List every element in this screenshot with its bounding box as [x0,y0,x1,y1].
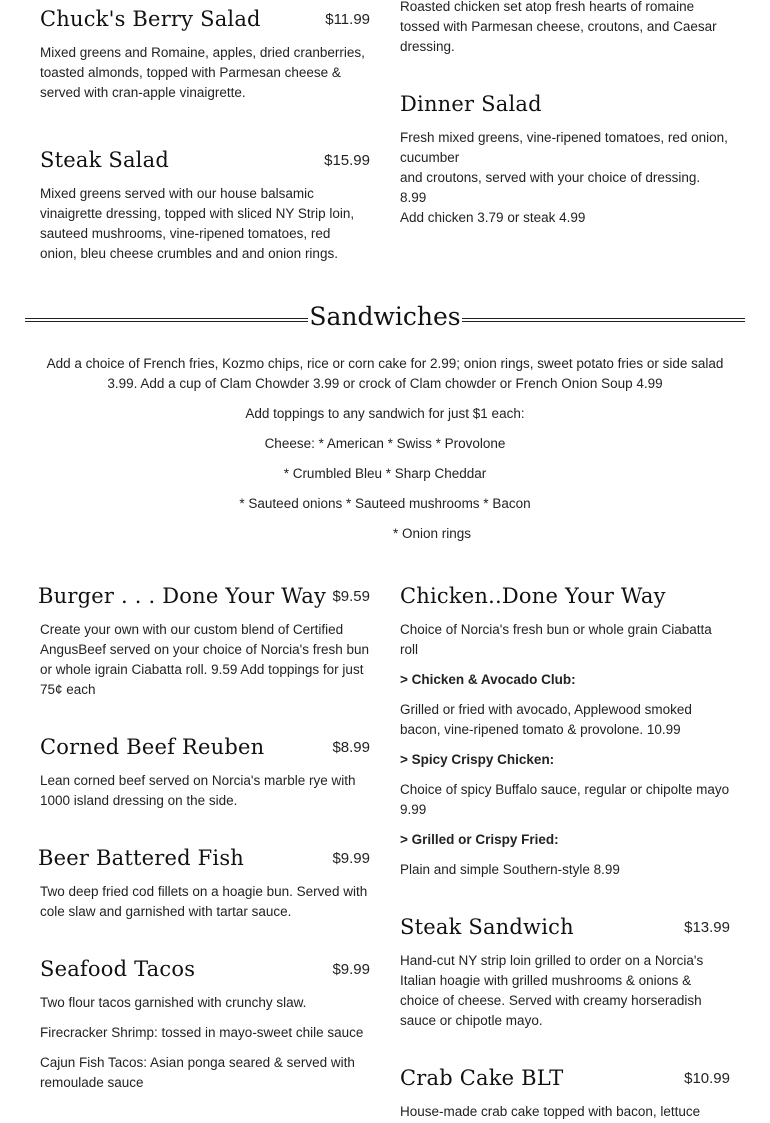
item-description: Roasted chicken set atop fresh hearts of romaine tossed with Parmesan cheese, croutons, and Caesar dressing. [400,0,717,54]
toppings-line: * Onion rings [392,526,472,541]
item-title: Beer Battered Fish [38,846,245,870]
desc-line: and croutons, served with your choice of dressing. 8.99 [400,170,701,205]
section-title: Sandwiches [309,302,461,331]
item-description: Mixed greens and Romaine, apples, dried cranberries, toasted almonds, topped with Parmesan cheese & served with cran-apple vinaigrette. [40,45,365,100]
item-description: Hand-cut NY strip loin grilled to order on a Norcia's Italian hoagie with grilled mushrooms & onions & choice of cheese. Served with creamy horseradish sauce or chipotle mayo. [400,953,704,1028]
item-description: Mixed greens served with our house balsamic vinaigrette dressing, topped with sliced NY Strip loin, sauteed mushrooms, vine-ripened tomatoes, red onion, bleu cheese crumbles and and onion rings. [40,186,355,261]
option-label: > Grilled or Crispy Fried: [400,832,559,847]
section-divider-left [25,318,308,322]
option-desc: Grilled or fried with avocado, Applewood smoked bacon, vine-ripened tomato & provolone. 10.99 [400,702,692,737]
desc-line: Add chicken 3.79 or steak 4.99 [400,210,586,225]
item-price: $15.99 [324,152,370,169]
option-label: > Chicken & Avocado Club: [400,672,576,687]
toppings-line: * Crumbled Bleu * Sharp Cheddar [283,466,487,481]
item-description: Two deep fried cod fillets on a hoagie bun. Served with cole slaw and garnished with tartar sauce. [40,884,368,919]
item-price: $10.99 [684,1070,730,1087]
desc-line: Choice of Norcia's fresh bun or whole grain Ciabatta roll [400,622,712,657]
item-title: Steak Sandwich [400,915,574,939]
desc-line: Two flour tacos garnished with crunchy slaw. [40,995,307,1010]
item-title: Chicken..Done Your Way [400,584,666,608]
item-description: Create your own with our custom blend of Certified AngusBeef served on your choice of Norcia's fresh bun or whole igrain Ciabatta roll. 9.59 Add toppings for just 75¢ each [40,622,370,697]
item-price: $8.99 [332,739,370,756]
toppings-header: Add toppings to any sandwich for just $1 each: [245,406,525,421]
item-description: Lean corned beef served on Norcia's marble rye with 1000 island dressing on the side. [40,773,356,808]
item-title: Seafood Tacos [40,957,196,981]
toppings-line: Cheese: * American * Swiss * Provolone [264,436,506,451]
item-price: $11.99 [325,11,370,28]
desc-line: Firecracker Shrimp: tossed in mayo-sweet chile sauce [40,1025,364,1040]
item-title: Crab Cake BLT [400,1066,564,1090]
item-price: $9.99 [332,961,370,978]
item-title: Steak Salad [40,148,169,172]
item-description: House-made crab cake topped with bacon, lettuce [400,1104,701,1119]
sides-note: Add a choice of French fries, Kozmo chips, rice or corn cake for 2.99; onion rings, sweet potato fries or side salad 3.99. Add a cup of Clam Chowder 3.99 or crock of Clam chowder or French Onion Soup 4.99 [46,356,724,391]
item-description [40,993,370,1103]
option-desc: Plain and simple Southern-style 8.99 [400,862,620,877]
item-price: $9.59 [332,588,370,605]
item-title: Burger . . . Done Your Way [38,584,327,608]
item-description [400,128,730,228]
section-divider-right [462,318,745,322]
desc-line: Cajun Fish Tacos: Asian ponga seared & served with remoulade sauce [40,1055,355,1090]
item-title: Chuck's Berry Salad [40,7,261,31]
desc-line: Fresh mixed greens, vine-ripened tomatoes, red onion, cucumber [400,130,728,165]
option-label: > Spicy Crispy Chicken: [400,752,555,767]
item-price: $13.99 [684,919,730,936]
item-price: $9.99 [332,850,370,867]
item-title: Corned Beef Reuben [40,735,265,759]
toppings-line: * Sauteed onions * Sauteed mushrooms * Bacon [239,496,531,511]
item-title: Dinner Salad [400,92,542,116]
option-desc: Choice of spicy Buffalo sauce, regular or chipolte mayo 9.99 [400,782,730,817]
item-description [400,620,730,890]
